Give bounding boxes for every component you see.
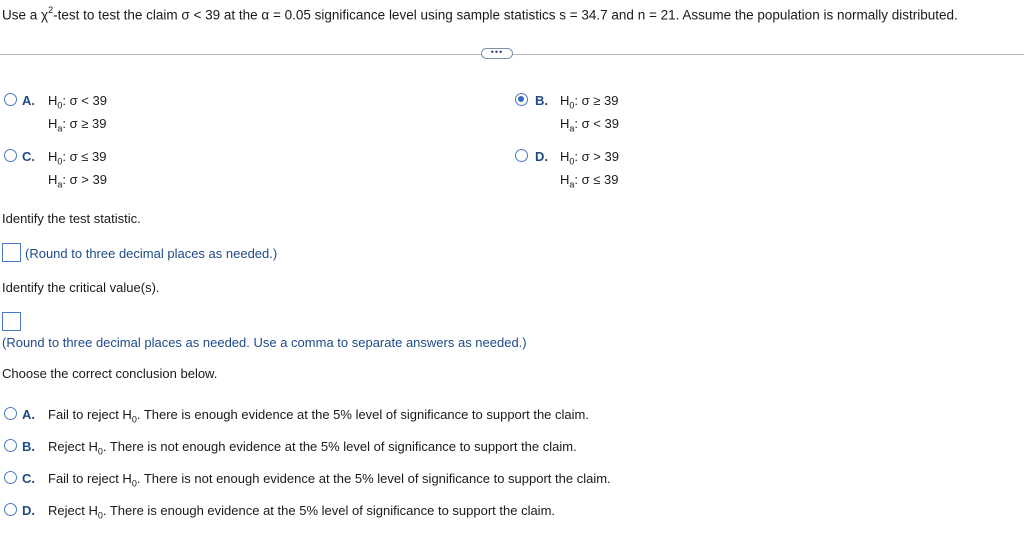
- hypothesis-b-ha: $H_a$: σ < 39: [560, 116, 619, 134]
- hypothesis-a-letter: A.: [22, 93, 35, 108]
- question-part2: -test to test the claim σ < 39 at the α = 0.05 significance level using sample statistics s = 34.7 and n = 21. Assume the population is normally distributed.: [53, 7, 958, 23]
- hypothesis-d-letter: D.: [535, 149, 548, 164]
- conclusion-prompt: Choose the correct conclusion below.: [2, 366, 218, 381]
- question-part1: Use a χ: [2, 7, 49, 23]
- conclusion-d-letter: D.: [22, 503, 35, 518]
- conclusion-c-radio[interactable]: [4, 471, 17, 484]
- conclusion-c-letter: C.: [22, 471, 35, 486]
- test-statistic-hint: (Round to three decimal places as needed.): [25, 246, 278, 261]
- hypothesis-a-ha: $H_a$: σ ≥ 39: [48, 116, 107, 134]
- hypothesis-b-radio[interactable]: [515, 93, 528, 106]
- hypothesis-d-h0: $H_0$: σ > 39: [560, 149, 619, 167]
- hypothesis-a-radio[interactable]: [4, 93, 17, 106]
- critical-value-hint: (Round to three decimal places as needed. Use a comma to separate answers as needed.): [2, 335, 527, 350]
- conclusion-d-text: Reject $H_0$. There is enough evidence at the 5% level of significance to support the claim.: [48, 503, 556, 521]
- critical-value-prompt: Identify the critical value(s).: [2, 280, 160, 295]
- more-button[interactable]: •••: [481, 48, 513, 59]
- hypothesis-d-ha: $H_a$: σ ≤ 39: [560, 172, 619, 190]
- hypothesis-d-radio[interactable]: [515, 149, 528, 162]
- question-text: [2, 6, 958, 23]
- hypothesis-c-ha: $H_a$: σ > 39: [48, 172, 107, 190]
- conclusion-a-radio[interactable]: [4, 407, 17, 420]
- conclusion-b-radio[interactable]: [4, 439, 17, 452]
- conclusion-b-text: Reject $H_0$. There is not enough evidence at the 5% level of significance to support the claim.: [48, 439, 577, 457]
- hypothesis-c-letter: C.: [22, 149, 35, 164]
- hypothesis-c-radio[interactable]: [4, 149, 17, 162]
- hypothesis-a-h0: $H_0$: σ < 39: [48, 93, 107, 111]
- test-statistic-input[interactable]: [2, 243, 21, 262]
- conclusion-c-text: Fail to reject $H_0$. There is not enough evidence at the 5% level of significance to support the claim.: [48, 471, 611, 489]
- conclusion-a-text: Fail to reject $H_0$. There is enough evidence at the 5% level of significance to support the claim.: [48, 407, 589, 425]
- hypothesis-b-letter: B.: [535, 93, 548, 108]
- conclusion-b-letter: B.: [22, 439, 35, 454]
- test-statistic-prompt: Identify the test statistic.: [2, 211, 141, 226]
- hypothesis-b-h0: $H_0$: σ ≥ 39: [560, 93, 619, 111]
- conclusion-a-letter: A.: [22, 407, 35, 422]
- critical-value-input[interactable]: [2, 312, 21, 331]
- conclusion-d-radio[interactable]: [4, 503, 17, 516]
- question-superscript: 2: [48, 5, 54, 15]
- hypothesis-c-h0: $H_0$: σ ≤ 39: [48, 149, 107, 167]
